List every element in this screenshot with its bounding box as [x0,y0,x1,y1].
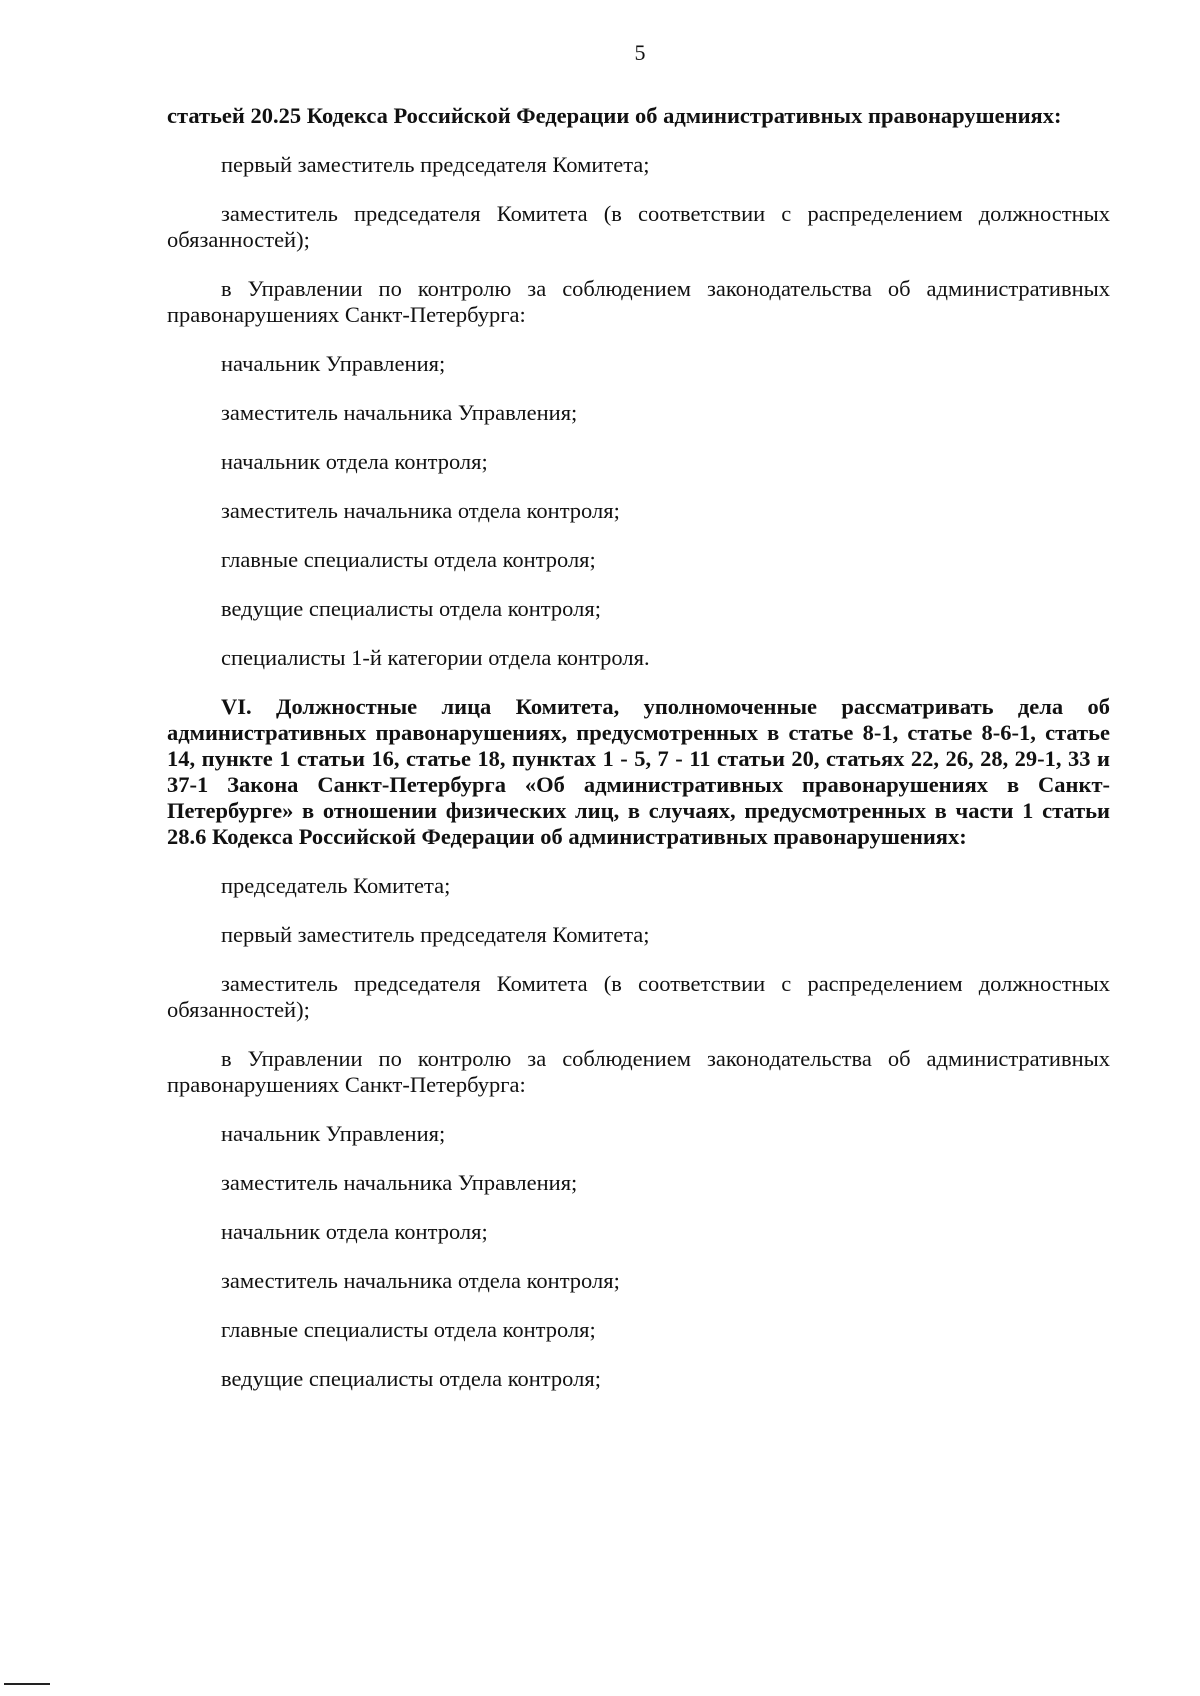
document-body [167,103,1110,1392]
intro-heading: статьей 20.25 Кодекса Российской Федерации об административных правонарушениях: [167,103,1062,128]
list-item: заместитель начальника отдела контроля; [221,1268,620,1293]
list-item: начальник отдела контроля; [221,1219,488,1244]
list-item: начальник отдела контроля; [221,449,488,474]
list-item: в Управлении по контролю за соблюдением законодательства об административных правонарушениях Санкт-Петербурга: [167,276,1110,327]
list-item: заместитель начальника Управления; [221,400,578,425]
list-item: председатель Комитета; [221,873,451,898]
list-item: заместитель председателя Комитета (в соответствии с распределением должностных обязанностей); [167,971,1110,1022]
scan-edge-mark [4,1683,50,1685]
list-item: начальник Управления; [221,351,446,376]
list-item: заместитель начальника Управления; [221,1170,578,1195]
list-item: первый заместитель председателя Комитета; [221,152,650,177]
list-item: главные специалисты отдела контроля; [221,547,596,572]
list-item: первый заместитель председателя Комитета; [221,922,650,947]
list-item: в Управлении по контролю за соблюдением законодательства об административных правонарушениях Санкт-Петербурга: [167,1046,1110,1097]
officials-list-two [167,873,1110,1392]
list-item: начальник Управления; [221,1121,446,1146]
officials-list-one [167,152,1110,671]
list-item: ведущие специалисты отдела контроля; [221,1366,601,1391]
list-item: заместитель председателя Комитета (в соответствии с распределением должностных обязанностей); [167,201,1110,252]
list-item: главные специалисты отдела контроля; [221,1317,596,1342]
page-number: 5 [634,40,646,65]
list-item: заместитель начальника отдела контроля; [221,498,620,523]
list-item: ведущие специалисты отдела контроля; [221,596,601,621]
section-six-heading: VI. Должностные лица Комитета, уполномоченные рассматривать дела об административных правонарушениях, предусмотренных в статье 8-1, статье 8-6-1, статье 14, пункте 1 статьи 16, статье 18, пунктах 1 - 5, 7 - 11 статьи 20, статьях 22, 26, 28, 29-1, 33 и 37-1 Закона Санкт-Петербурга «Об административных правонарушениях в Санкт-Петербурге» в отношении физических лиц, в случаях, предусмотренных в части 1 статьи 28.6 Кодекса Российской Федерации об административных правонарушениях: [167,694,1110,849]
list-item: специалисты 1-й категории отдела контроля. [221,645,650,670]
